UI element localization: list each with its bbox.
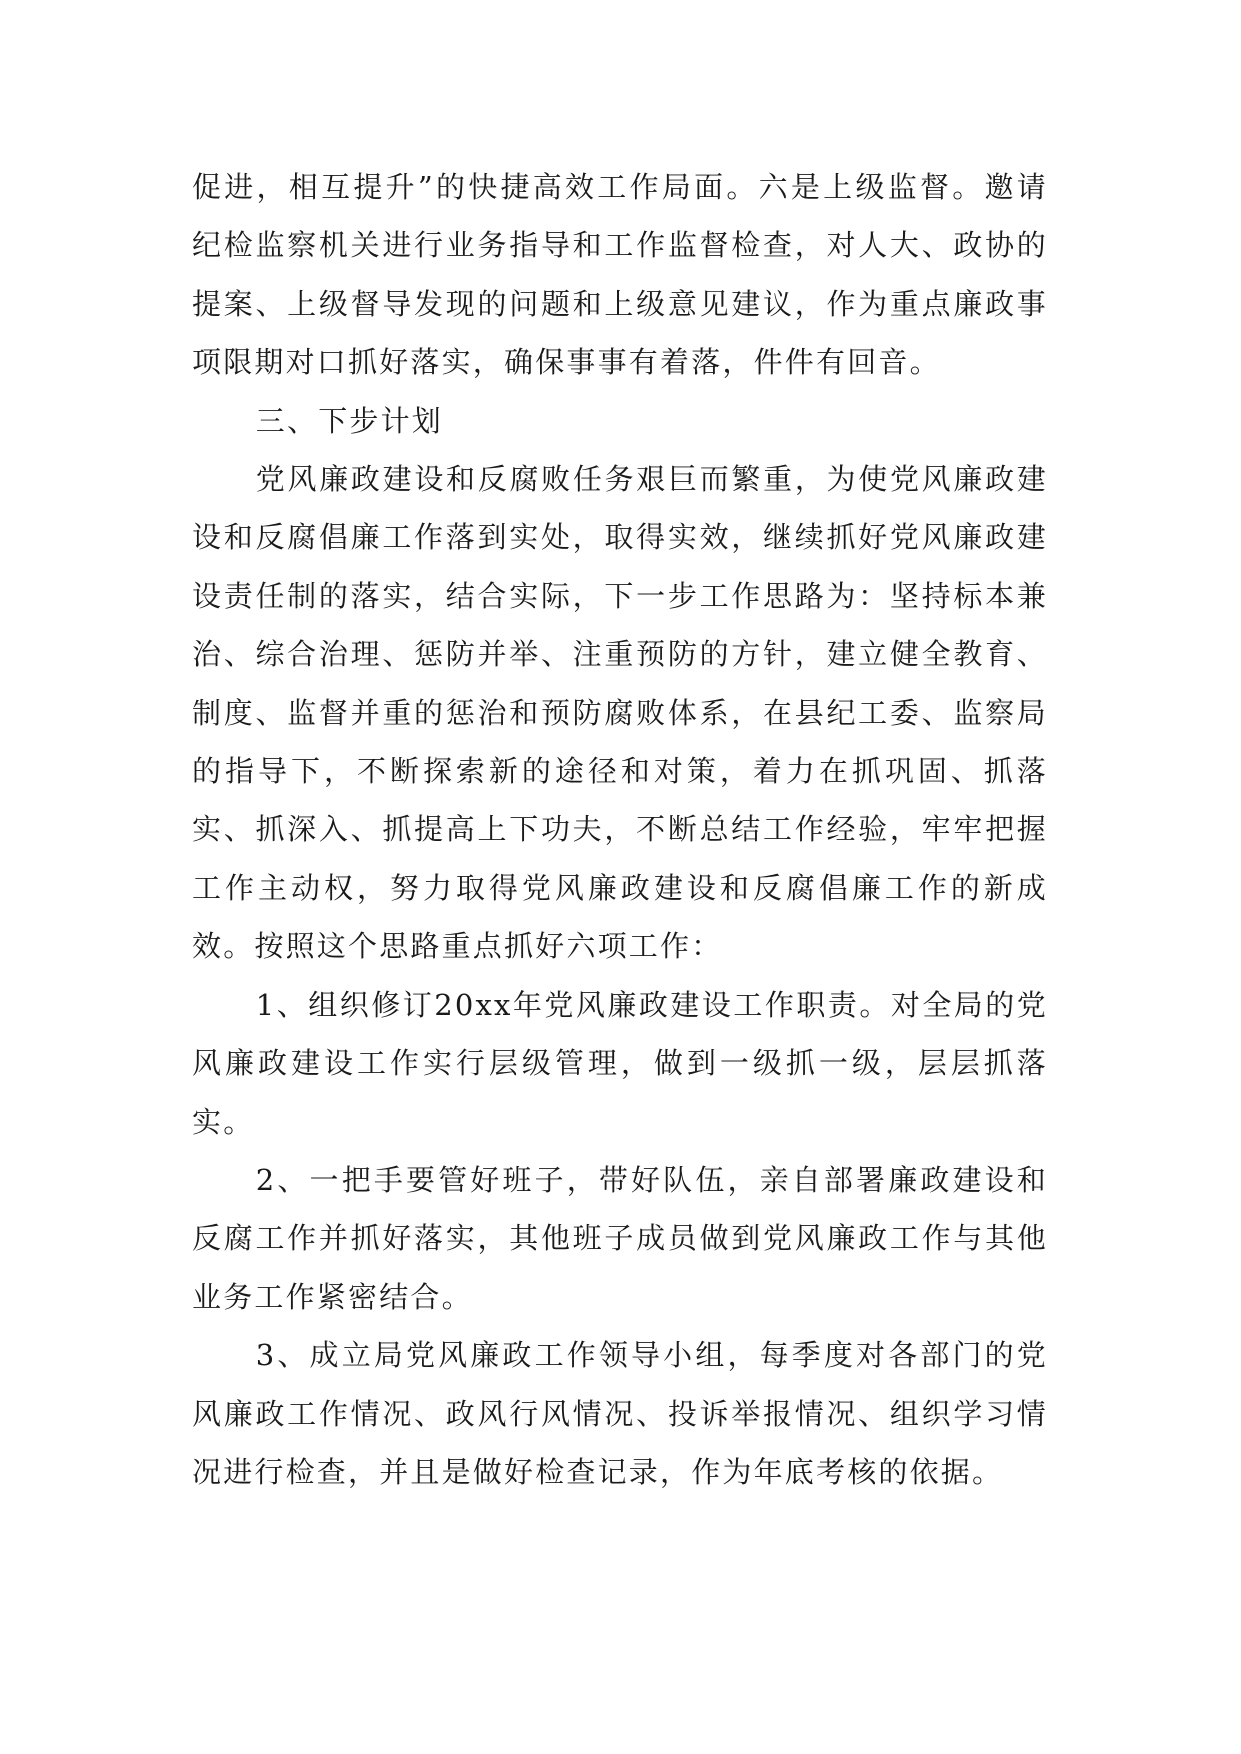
plan-item-2: 2、一把手要管好班子，带好队伍，亲自部署廉政建设和反腐工作并抓好落实，其他班子成员做到党风廉政工作与其他业务工作紧密结合。 bbox=[192, 1162, 1048, 1314]
document-page bbox=[192, 158, 1048, 1501]
section-heading: 三、下步计划 bbox=[255, 403, 443, 438]
plan-paragraph: 党风廉政建设和反腐败任务艰巨而繁重，为使党风廉政建设和反腐倡廉工作落到实处，取得实效，继续抓好党风廉政建设责任制的落实，结合实际，下一步工作思路为：坚持标本兼治、综合治理、惩防并举、注重预防的方针，建立健全教育、制度、监督并重的惩治和预防腐败体系，在县纪工委、监察局的指导下，不断探索新的途径和对策，着力在抓巩固、抓落实、抓深入、抓提高上下功夫，不断总结工作经验，牢牢把握工作主动权，努力取得党风廉政建设和反腐倡廉工作的新成效。按照这个思路重点抓好六项工作： bbox=[192, 462, 1048, 964]
plan-item-1: 1、组织修订20xx年党风廉政建设工作职责。对全局的党风廉政建设工作实行层级管理，做到一级抓一级，层层抓落实。 bbox=[192, 987, 1048, 1139]
continuation-paragraph: 促进，相互提升”的快捷高效工作局面。六是上级监督。邀请纪检监察机关进行业务指导和工作监督检查，对人大、政协的提案、上级督导发现的问题和上级意见建议，作为重点廉政事项限期对口抓好落实，确保事事有着落，件件有回音。 bbox=[192, 170, 1048, 380]
plan-item-3: 3、成立局党风廉政工作领导小组，每季度对各部门的党风廉政工作情况、政风行风情况、投诉举报情况、组织学习情况进行检查，并且是做好检查记录，作为年底考核的依据。 bbox=[192, 1338, 1048, 1489]
